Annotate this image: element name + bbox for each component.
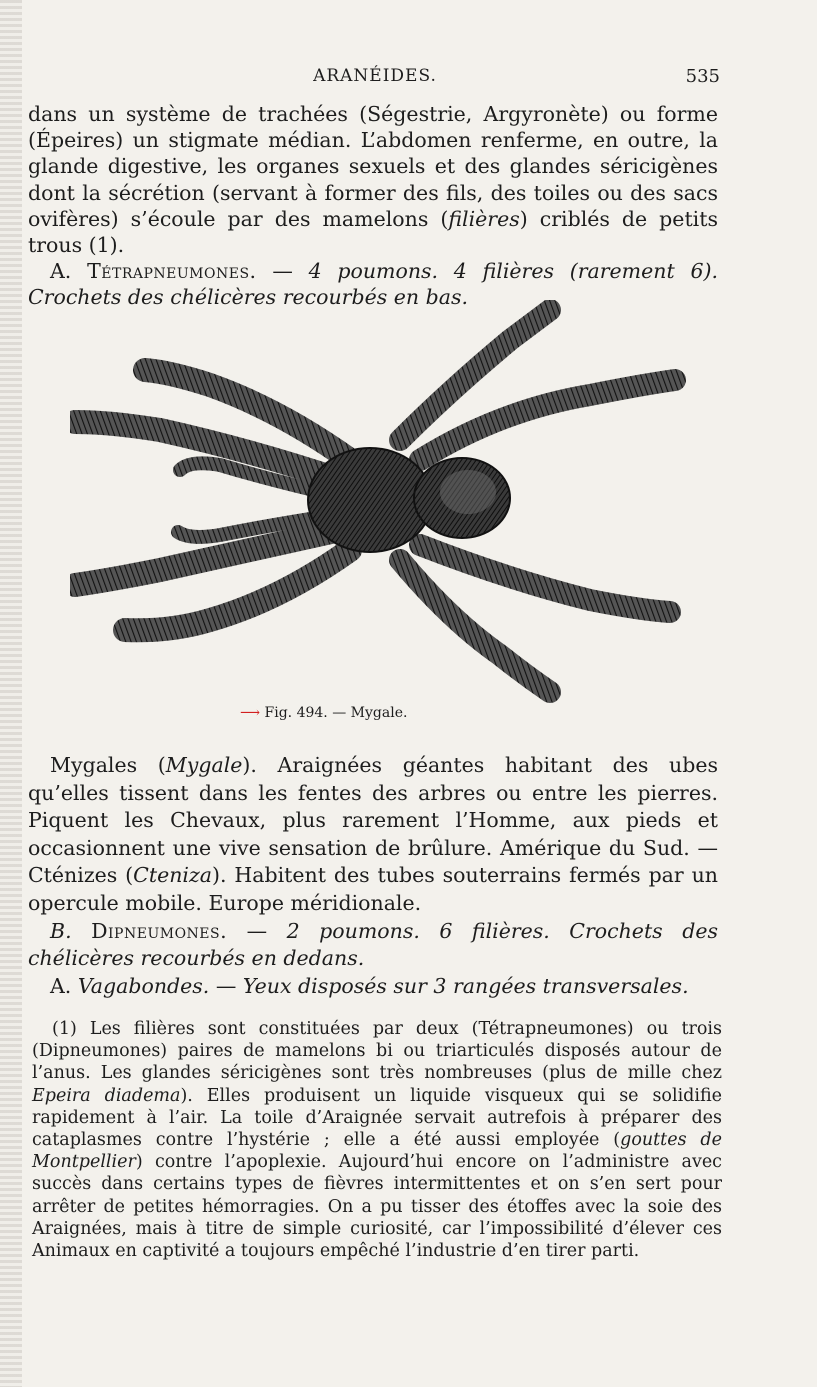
footnote-text: (1) Les filières sont constituées par deux (Tétrapneumones) ou trois (Dipneumones) paires de mamelons bi ou triarticulés disposés autour de l’anus. Les glandes séricigènes sont très nombreuses (plus de mille chez Epeira diadema). Elles produisent un liquide visqueux qui se solidifie rapidement à l’air. La toile d’Araignée servait autrefois à préparer des cataplasmes contre l’hystérie ; elle a été aussi employée (gouttes de Montpellier) contre l’apoplexie. Aujourd’hui encore on l’administre avec succès dans certains types de fièvres intermittentes et on s’en sert pour arrêter de petites hémorragies. On a pu tisser des étoffes avec la soie des Araignées, mais à titre de simple curiosité, car l’impossibilité d’élever ces Animaux en captivité a toujours empêché l’industrie d’en tirer parti. (32, 1019, 722, 1262)
figure-caption (240, 705, 500, 721)
mygale-spider-icon (70, 300, 690, 710)
running-title: ARANÉIDES. (313, 66, 437, 86)
page-binding-edge (0, 0, 22, 1387)
section-a-tetrapneumones: A. Tétrapneumones. — 4 poumons. 4 filières (rarement 6). Crochets des chélicères recourbés en bas. (28, 259, 718, 310)
subsection-vagabondes: A. Vagabondes. — Yeux disposés sur 3 rangées transversales. (50, 973, 689, 998)
top-text-block (28, 101, 718, 311)
section-name: Dipneumones. (91, 918, 228, 943)
section-letter: B. (50, 918, 72, 943)
section-description: 4 poumons. 4 filières (rarement 6). Crochets des chélicères recourbés en bas. (28, 259, 718, 310)
page-header (30, 66, 720, 92)
caption-text: Fig. 494. — Mygale. (264, 705, 408, 721)
mygale-figure (70, 300, 690, 710)
paragraph-mygales: Mygales (Mygale). Araignées géantes habitant des ubes qu’elles tissent dans les fentes des arbres ou entre les pierres. Piquent les Chevaux, plus rarement l’Homme, aux pieds et occasionnent une vive sensation de brûlure. Amérique du Sud. — Cténizes (Ctenizа). Habitent des tubes souterrains fermés par un opercule mobile. Europe méridionale. (28, 753, 719, 915)
red-arrow-icon: ⟶ (240, 705, 261, 721)
section-name: Vagabondes. (77, 973, 210, 998)
bottom-text-block (28, 752, 718, 1000)
page-number: 535 (685, 66, 720, 87)
section-description: Yeux disposés sur 3 rangées transversales. (242, 973, 689, 998)
section-b-dipneumones: B. Dipneumones. — 2 poumons. 6 filières. Crochets des chélicères recourbés en dedans. (28, 918, 718, 971)
section-description: 2 poumons. 6 filières. Crochets des chélicères recourbés en dedans. (28, 918, 718, 971)
footnote (32, 1018, 722, 1262)
section-name: Tétrapneumones. (87, 259, 257, 284)
section-letter: A. (50, 259, 72, 284)
section-letter: A. (50, 973, 72, 998)
paragraph-continuation: dans un système de trachées (Ségestrie, Argyronète) ou forme (Épeires) un stigmate médian. L’abdomen renferme, en outre, la glande digestive, les organes sexuels et des glandes séricigènes dont la sécrétion (servant à former des fils, des toiles ou des sacs ovifères) s’écoule par des mamelons (filières) criblés de petits trous (1). (28, 102, 718, 258)
